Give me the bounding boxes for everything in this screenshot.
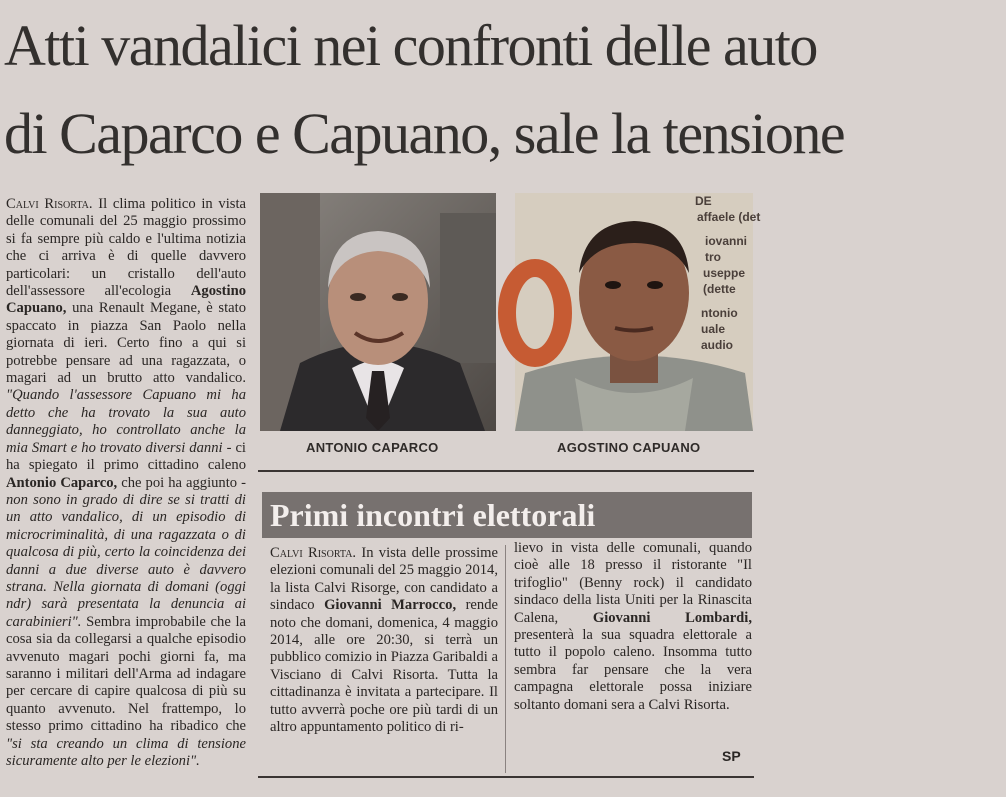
article-column-1 <box>6 196 246 770</box>
poster-fragment: iovanni <box>705 234 748 248</box>
poster-fragment: ntonio <box>701 306 738 320</box>
photo-agostino-capuano <box>515 193 761 431</box>
poster-fragment: affaele (det <box>697 210 761 224</box>
headline-line-2: di Caparco e Capuano, sale la tensione <box>4 101 845 166</box>
box-text-3: lievo in vista delle comunali, quando cioè alle 18 presso il ristorante "Il trifoglio" (Benny rock) il candidato sindaco della lista Uniti per la Rinascita Calena, <box>514 540 752 626</box>
box-column-1 <box>270 545 498 736</box>
divider <box>258 470 754 472</box>
quote-2: non sono in grado di dire se si tratti di un atto vandalico, di un episodio di microcriminalità, di una ragazzata o di qualcosa di più, certo la coincidenza dei danni a due diverse auto è davvero strana. Nella giornata di domani (oggi ndr) sarà presentata la denuncia ai carabinieri". <box>6 491 246 630</box>
photo-antonio-caparco <box>260 193 496 431</box>
column-divider <box>505 545 506 773</box>
box-text-1: In vista delle prossime elezioni comunali del 25 maggio 2014, la lista Calvi Risorge, con candidato a sindaco <box>270 545 498 614</box>
box-title: Primi incontri elettorali <box>262 492 752 538</box>
portrait-2-image <box>515 193 761 431</box>
name-marrocco: Giovanni Marrocco, <box>324 597 457 614</box>
name-capuano: Agostino Capuano, <box>6 283 246 317</box>
text-p2: una Renault Megane, è stato spaccato in piazza San Paolo nella giornata di ieri. Certo fino a qui si potrebbe pensare ad una ragazzata, o magari ad un brutto atto vandalico. <box>6 300 246 387</box>
poster-fragment: uale <box>701 322 726 336</box>
headline <box>4 2 1004 178</box>
author-signature: SP <box>722 748 741 764</box>
name-caparco: Antonio Caparco, <box>6 474 118 491</box>
text-p5: Sembra improbabile che la cosa sia da collegarsi a qualche episodio avvenuto magari pochi giorni fa, ma saranno i militari dell'Arma ad indagare per cercare di capire qualcosa di più su quanto avvenuto. Nel frattempo, lo stesso primo cittadino ha ribadico che <box>6 613 246 735</box>
photo-caption-2: AGOSTINO CAPUANO <box>557 440 701 455</box>
poster-fragment: DE <box>695 194 712 208</box>
text-p4: che poi ha aggiunto - <box>117 474 246 491</box>
dateline: Calvi Risorta. <box>6 196 93 212</box>
poster-fragment: useppe <box>703 266 746 280</box>
bottom-rule <box>258 776 754 778</box>
headline-line-1: Atti vandalici nei confronti delle auto <box>4 13 817 78</box>
box-dateline: Calvi Risorta. <box>270 545 357 561</box>
text-p3: - ci ha spiegato il primo cittadino caleno <box>6 439 246 474</box>
poster-fragment: tro <box>705 250 721 264</box>
text-p1: Il clima politico in vista delle comunali del 25 maggio prossimo si fa sempre più caldo e l'ultima notizia che ci arriva è di quelle davvero particolari: un cristallo dell'auto dell'assessore all'ecologia <box>6 196 246 300</box>
quote-1: "Quando l'assessore Capuano mi ha detto che ha trovato la sua auto danneggiato, ho controllato anche la mia Smart e ho trovato diversi danni <box>6 387 246 456</box>
box-column-2 <box>514 540 752 714</box>
name-lombardi: Giovanni Lombardi, <box>592 609 752 626</box>
box-text-4: presenterà la sua squadra elettorale a tutto il popolo caleno. Insomma tutto sembra far pensare che la vera campagna elettorale possa iniziare soltanto domani sera a Calvi Risorta. <box>514 627 752 713</box>
box-text-2: rende noto che domani, domenica, 4 maggio 2014, alle ore 20:30, si terrà un pubblico comizio in Piazza Garibaldi a Visciano di Calvi Risorta. Tutta la cittadinanza è invitata a partecipare. Il tutto avverrà poche ore più tardi di un altro appuntamento politico di ri- <box>270 597 498 736</box>
portrait-1-image <box>260 193 496 431</box>
quote-3: "si sta creando un clima di tensione sicuramente alto per le elezioni". <box>6 735 246 769</box>
poster-fragment: (dette <box>703 282 736 296</box>
poster-fragment: audio <box>701 338 733 352</box>
photo-caption-1: ANTONIO CAPARCO <box>306 440 439 455</box>
